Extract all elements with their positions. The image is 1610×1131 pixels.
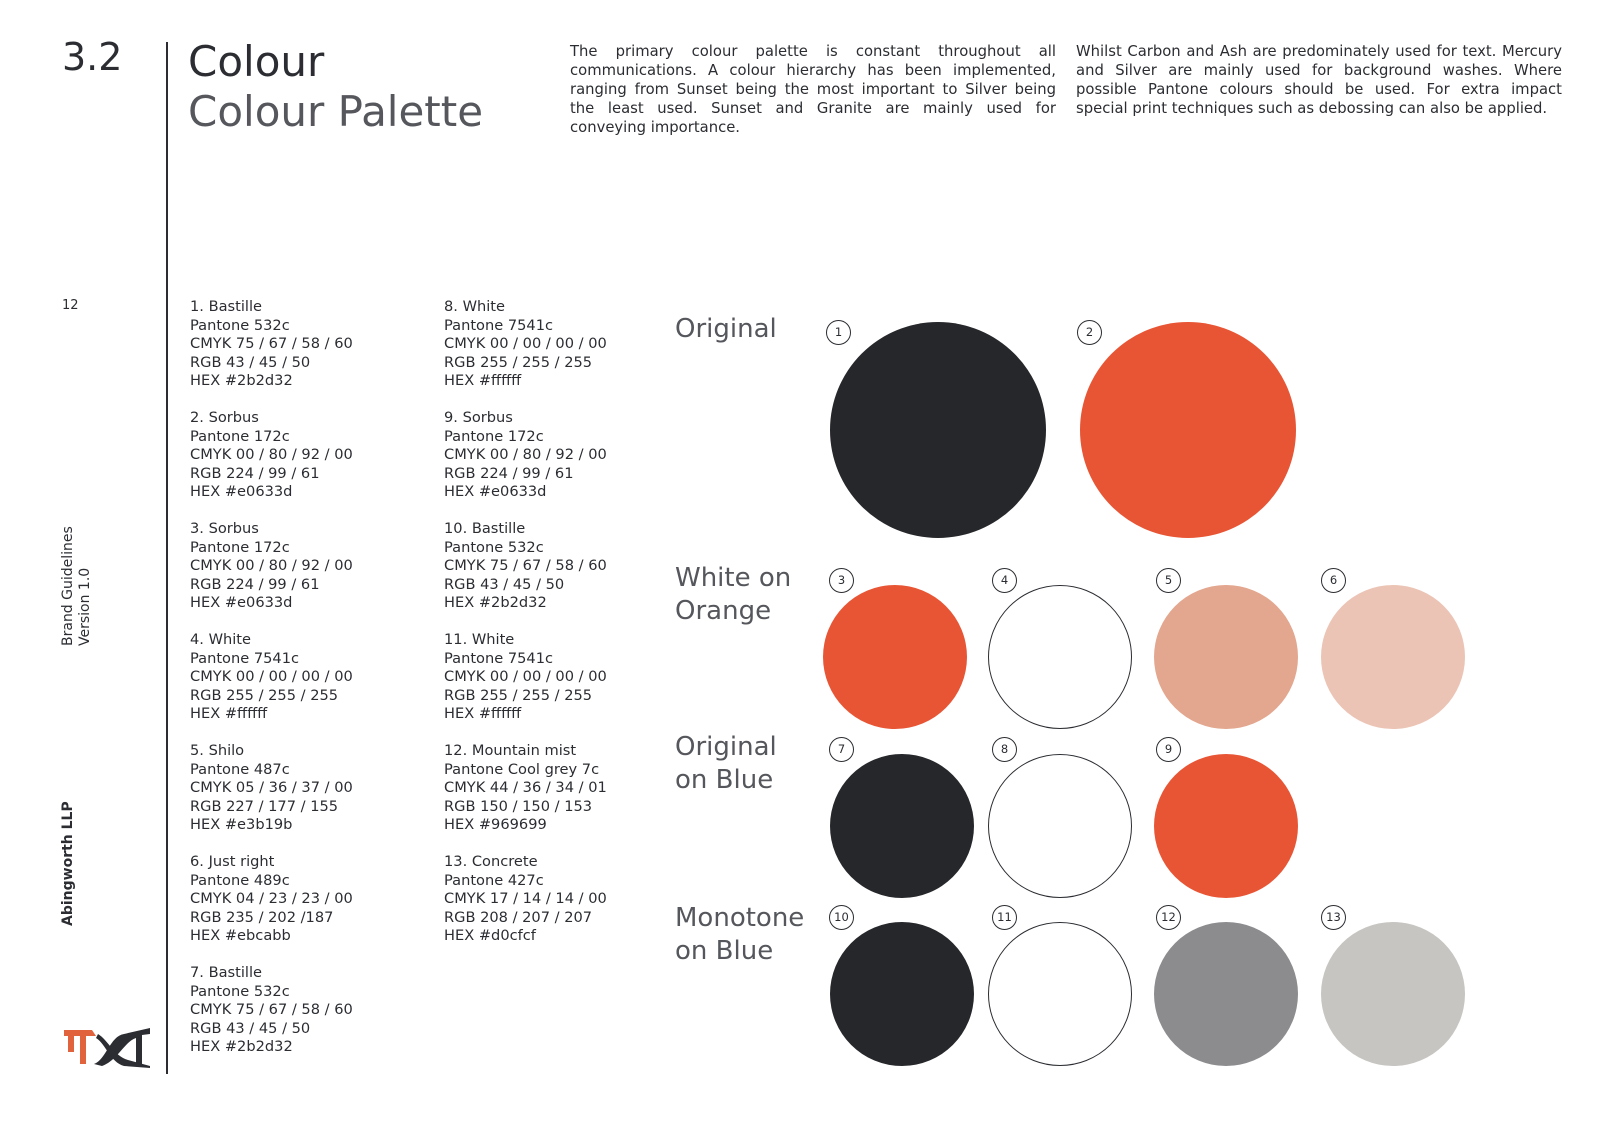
page-subtitle: Colour Palette: [188, 87, 484, 136]
spec-pantone: Pantone 172c: [190, 427, 290, 445]
spec-name: 5. Shilo: [190, 742, 245, 759]
colour-swatch: [1154, 922, 1298, 1066]
swatch-number-badge: 5: [1156, 568, 1181, 593]
swatch-number-badge: 10: [829, 905, 854, 930]
spec-name: 10. Bastille: [444, 520, 526, 537]
spec-name: 2. Sorbus: [190, 409, 259, 426]
row-label-line: Monotone: [675, 903, 805, 933]
spec-cmyk: CMYK 44 / 36 / 34 / 01: [444, 779, 607, 796]
spec-pantone: Pantone Cool grey 7c: [444, 760, 600, 778]
spec-pantone: Pantone 172c: [444, 427, 544, 445]
spec-hex: HEX #2b2d32: [190, 372, 293, 389]
spec-cmyk: CMYK 04 / 23 / 23 / 00: [190, 890, 353, 907]
spec-pantone: Pantone 532c: [444, 538, 544, 556]
swatch-number-badge: 9: [1156, 737, 1181, 762]
swatch-number-badge: 2: [1077, 320, 1102, 345]
page-title: Colour: [188, 37, 325, 86]
colour-swatch: [1321, 922, 1465, 1066]
spec-cmyk: CMYK 75 / 67 / 58 / 60: [190, 335, 353, 352]
row-label-line: Orange: [675, 596, 772, 626]
spec-cmyk: CMYK 00 / 80 / 92 / 00: [190, 557, 353, 574]
spec-cmyk: CMYK 00 / 80 / 92 / 00: [190, 446, 353, 463]
colour-swatch: [823, 585, 967, 729]
spec-pantone: Pantone 7541c: [190, 649, 300, 667]
spec-rgb: RGB 150 / 150 / 153: [444, 797, 593, 815]
spec-cmyk: CMYK 00 / 00 / 00 / 00: [190, 668, 353, 685]
spec-name: 12. Mountain mist: [444, 742, 577, 759]
colour-swatch: [1080, 322, 1296, 538]
spec-rgb: RGB 43 / 45 / 50: [444, 575, 565, 593]
spec-hex: HEX #ffffff: [444, 705, 522, 722]
colour-swatch: [988, 754, 1132, 898]
spec-hex: HEX #ffffff: [190, 705, 268, 722]
spec-cmyk: CMYK 17 / 14 / 14 / 00: [444, 890, 607, 907]
intro-paragraph-2: Whilst Carbon and Ash are predominately used for text. Mercury and Silver are mainly used for background washes. Where possible Pantone colours should be used. For extra impact special print techniques such as debossing can also be applied.: [1076, 43, 1562, 117]
spec-pantone: Pantone 532c: [190, 982, 290, 1000]
spec-cmyk: CMYK 75 / 67 / 58 / 60: [444, 557, 607, 574]
spec-hex: HEX #d0cfcf: [444, 927, 536, 944]
spec-name: 8. White: [444, 298, 505, 315]
spec-hex: HEX #ebcabb: [190, 927, 291, 944]
section-number: 3.2: [62, 35, 123, 79]
spec-pantone: Pantone 7541c: [444, 649, 554, 667]
row-label-line: on Blue: [675, 936, 774, 966]
row-label-line: Original: [675, 314, 777, 344]
colour-swatch: [1154, 585, 1298, 729]
spec-cmyk: CMYK 75 / 67 / 58 / 60: [190, 1001, 353, 1018]
swatch-number-badge: 7: [829, 737, 854, 762]
spec-cmyk: CMYK 00 / 80 / 92 / 00: [444, 446, 607, 463]
swatch-number-badge: 12: [1156, 905, 1181, 930]
swatch-number-badge: 11: [992, 905, 1017, 930]
swatch-number-badge: 13: [1321, 905, 1346, 930]
spec-rgb: RGB 224 / 99 / 61: [444, 464, 574, 482]
spec-name: 13. Concrete: [444, 853, 538, 870]
spec-hex: HEX #e0633d: [190, 594, 293, 611]
spec-rgb: RGB 208 / 207 / 207: [444, 908, 593, 926]
spec-rgb: RGB 43 / 45 / 50: [190, 1019, 311, 1037]
spec-rgb: RGB 255 / 255 / 255: [444, 686, 593, 704]
spec-pantone: Pantone 172c: [190, 538, 290, 556]
spec-pantone: Pantone 487c: [190, 760, 290, 778]
colour-swatch: [988, 585, 1132, 729]
spec-rgb: RGB 255 / 255 / 255: [190, 686, 339, 704]
spec-rgb: RGB 224 / 99 / 61: [190, 575, 320, 593]
spec-hex: HEX #969699: [444, 816, 547, 833]
spec-pantone: Pantone 489c: [190, 871, 290, 889]
spec-hex: HEX #2b2d32: [444, 594, 547, 611]
spec-hex: HEX #e0633d: [444, 483, 547, 500]
spec-pantone: Pantone 427c: [444, 871, 544, 889]
spec-cmyk: CMYK 00 / 00 / 00 / 00: [444, 668, 607, 685]
spec-hex: HEX #e3b19b: [190, 816, 293, 833]
colour-swatch: [830, 322, 1046, 538]
spec-name: 9. Sorbus: [444, 409, 513, 426]
company-name: Abingworth LLP: [60, 801, 76, 926]
swatch-number-badge: 3: [829, 568, 854, 593]
colour-swatch: [830, 922, 974, 1066]
spec-name: 1. Bastille: [190, 298, 262, 315]
spec-hex: HEX #ffffff: [444, 372, 522, 389]
spec-pantone: Pantone 532c: [190, 316, 290, 334]
colour-swatch: [1321, 585, 1465, 729]
spec-name: 7. Bastille: [190, 964, 262, 981]
row-label-line: White on: [675, 563, 792, 593]
spec-name: 11. White: [444, 631, 515, 648]
spec-rgb: RGB 224 / 99 / 61: [190, 464, 320, 482]
spec-hex: HEX #2b2d32: [190, 1038, 293, 1055]
spec-name: 3. Sorbus: [190, 520, 259, 537]
swatch-number-badge: 8: [992, 737, 1017, 762]
swatch-number-badge: 4: [992, 568, 1017, 593]
colour-swatch: [1154, 754, 1298, 898]
swatch-number-badge: 6: [1321, 568, 1346, 593]
swatch-number-badge: 1: [826, 320, 851, 345]
spec-rgb: RGB 43 / 45 / 50: [190, 353, 311, 371]
spec-rgb: RGB 227 / 177 / 155: [190, 797, 339, 815]
page-number: 12: [62, 298, 79, 313]
spec-rgb: RGB 235 / 202 /187: [190, 908, 334, 926]
brand-guidelines-text: Brand Guidelines: [60, 526, 76, 646]
spec-rgb: RGB 255 / 255 / 255: [444, 353, 593, 371]
row-label-line: on Blue: [675, 765, 774, 795]
intro-paragraph-1: The primary colour palette is constant throughout all communications. A colour hierarchy has been implemented, ranging from Sunset being the most important to Silver being the least used. Sunset and Granite are mainly used for conveying importance.: [570, 43, 1056, 136]
spec-cmyk: CMYK 00 / 00 / 00 / 00: [444, 335, 607, 352]
spec-pantone: Pantone 7541c: [444, 316, 554, 334]
spec-hex: HEX #e0633d: [190, 483, 293, 500]
colour-swatch: [988, 922, 1132, 1066]
colour-swatch: [830, 754, 974, 898]
spec-name: 4. White: [190, 631, 251, 648]
version-text: Version 1.0: [77, 567, 93, 646]
spec-cmyk: CMYK 05 / 36 / 37 / 00: [190, 779, 353, 796]
spec-name: 6. Just right: [190, 853, 275, 870]
row-label-line: Original: [675, 732, 777, 762]
